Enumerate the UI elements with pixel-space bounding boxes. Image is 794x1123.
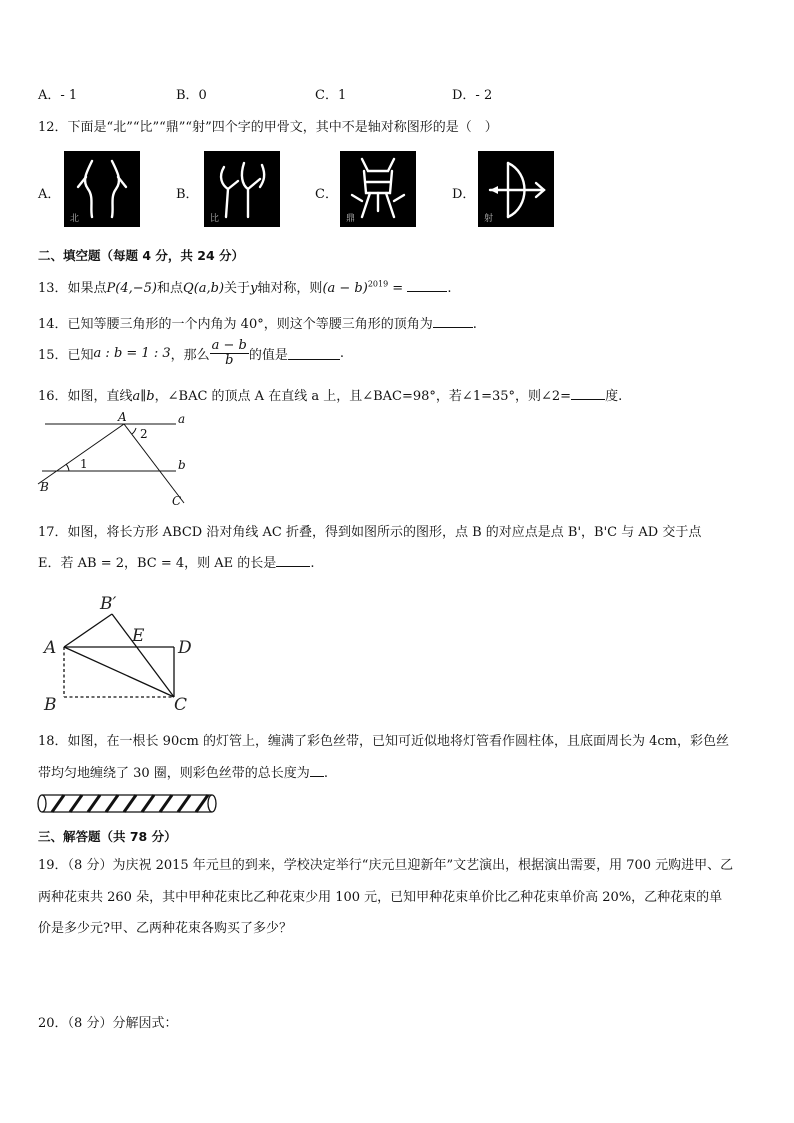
q15-answer-blank[interactable]	[288, 347, 340, 360]
label-C: C	[172, 494, 182, 508]
label-b: b	[178, 458, 186, 472]
section3-heading: 三、解答题（共 78 分）	[38, 829, 177, 844]
q19-line2: 两种花束共 260 朵，其中甲种花束比乙种花束少用 100 元，已知甲种花束单价比乙种花束单价高 20%，乙种花束的单	[38, 890, 723, 905]
q11-option-b: B．0	[176, 88, 207, 103]
q18-answer-blank[interactable]	[310, 764, 324, 777]
q12-stem: 12．下面是“北”“比”“鼎”“射”四个字的甲骨文，其中不是轴对称图形的是（ ）	[38, 120, 498, 135]
q13-answer-blank[interactable]	[407, 279, 447, 292]
q17-line1: 17．如图，将长方形 ABCD 沿对角线 AC 折叠，得到如图所示的图形，点 B 的对应点是点 B'，B'C 与 AD 交于点	[38, 525, 702, 540]
q12-option-c-label: C．	[315, 187, 338, 202]
q13-text: 轴对称，则	[257, 281, 323, 296]
q20: 20．（8 分）分解因式：	[38, 1016, 178, 1031]
q14-answer-blank[interactable]	[433, 315, 473, 328]
q19-line3: 价是多少元?甲、乙两种花束各购买了多少？	[38, 921, 292, 936]
q15-text: 的值是	[248, 348, 288, 363]
q16-end: 度.	[605, 389, 623, 404]
section2-heading: 二、填空题（每题 4 分，共 24 分）	[38, 248, 245, 263]
q18-end: .	[323, 766, 328, 781]
label-B: B	[44, 695, 57, 715]
label-angle-2: 2	[140, 427, 148, 441]
q15-text: ，那么	[170, 348, 210, 363]
q17-answer-blank[interactable]	[276, 554, 310, 567]
q15-numerator: a − b	[211, 338, 247, 353]
q13-text: 关于	[224, 281, 251, 296]
q15-end: .	[339, 346, 345, 361]
q12-option-b-label: B．	[176, 187, 199, 202]
tube-right-end	[208, 795, 216, 812]
oracle-glyph-ding-image	[340, 151, 416, 227]
label-a: a	[178, 412, 186, 426]
label-E: E	[132, 626, 145, 646]
q11-option-d: D．- 2	[452, 88, 493, 103]
q15-denominator: b	[225, 353, 234, 368]
q13-equals: =	[388, 281, 408, 296]
ribbon-spirals	[52, 795, 208, 812]
q16-answer-blank[interactable]	[571, 387, 605, 400]
label-B-prime: B′	[100, 594, 117, 614]
q13-exponent: 2019	[367, 279, 389, 289]
q12-option-a-label: A．	[38, 187, 61, 202]
q18-line1: 18．如图，在一根长 90cm 的灯管上，缠满了彩色丝带，已知可近似地将灯管看作圆柱体，且底面周长为 4cm，彩色丝	[38, 734, 729, 749]
q15-ratio: a : b = 1 : 3	[93, 346, 171, 361]
q16-text: 16．如图，直线	[38, 389, 133, 404]
q11-option-a: A．- 1	[38, 88, 78, 103]
q13-expression: (a − b)	[322, 281, 368, 296]
q14-text: 14．已知等腰三角形的一个内角为 40°，则这个等腰三角形的顶角为	[38, 317, 433, 332]
figure-18-tube	[0, 0, 230, 820]
q13-point-q: Q(a,b)	[183, 281, 225, 296]
glyph-caption: 鼎	[346, 214, 356, 224]
q12-option-d-label: D．	[452, 187, 476, 202]
q13-end: .	[447, 281, 452, 296]
q13-text: 13．如果点	[38, 281, 107, 296]
q14-end: .	[472, 317, 477, 332]
q18-text: 带均匀地缠绕了 30 圈，则彩色丝带的总长度为	[38, 766, 310, 781]
label-C: C	[174, 695, 188, 715]
label-A: A	[118, 410, 127, 424]
label-angle-1: 1	[80, 457, 88, 471]
q16-parallel: a∥b	[132, 389, 155, 404]
q11-option-c: C．1	[315, 88, 347, 103]
label-B: B	[40, 480, 49, 494]
q13-text: 和点	[157, 281, 184, 296]
glyph-caption: 射	[484, 214, 494, 224]
q17-text: E．若 AB = 2，BC = 4，则 AE 的长是	[38, 556, 277, 571]
q19-line1: 19．（8 分）为庆祝 2015 年元旦的到来，学校决定举行“庆元旦迎新年”文艺演出，根据演出需要，用 700 元购进甲、乙	[38, 858, 734, 873]
q13-point-p: P(4,−5)	[106, 281, 158, 296]
q16-text: ，∠BAC 的顶点 A 在直线 a 上，且∠BAC=98°，若∠1=35°，则∠2=	[154, 389, 572, 404]
q17-end: .	[310, 556, 315, 571]
oracle-glyph-she-image	[478, 151, 554, 227]
q15-text: 15．已知	[38, 348, 94, 363]
glyph-caption: 北	[70, 214, 80, 224]
label-A: A	[44, 638, 57, 658]
q13-axis: y	[250, 281, 258, 296]
label-D: D	[178, 638, 192, 658]
tube-left-end	[38, 795, 46, 812]
glyph-caption: 比	[210, 214, 220, 224]
